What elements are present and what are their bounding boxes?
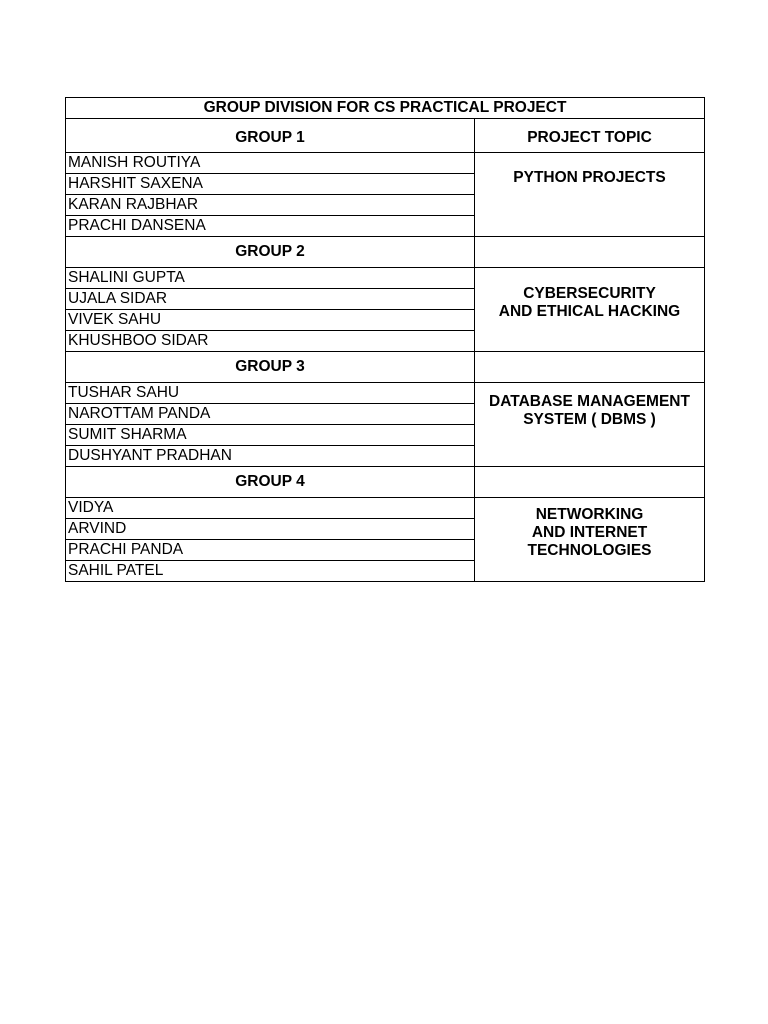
member-name: VIVEK SAHU: [66, 310, 475, 331]
member-name: PRACHI PANDA: [66, 540, 475, 561]
group-3-topic: [475, 383, 705, 467]
topic-line: CYBERSECURITY: [523, 284, 656, 302]
table-title: GROUP DIVISION FOR CS PRACTICAL PROJECT: [66, 98, 705, 119]
member-name: KHUSHBOO SIDAR: [66, 331, 475, 352]
topic-line: AND INTERNET: [531, 523, 648, 541]
group-2-header-row: [66, 237, 705, 268]
member-name: TUSHAR SAHU: [66, 383, 475, 404]
member-name: SUMIT SHARMA: [66, 425, 475, 446]
member-name: VIDYA: [66, 498, 475, 519]
project-topic-header: PROJECT TOPIC: [475, 119, 705, 153]
group-2-label: GROUP 2: [66, 237, 475, 268]
topic-line: NETWORKING: [535, 505, 644, 523]
member-name: UJALA SIDAR: [66, 289, 475, 310]
group-division-table: [65, 97, 705, 582]
member-name: DUSHYANT PRADHAN: [66, 446, 475, 467]
group-3-label: GROUP 3: [66, 352, 475, 383]
member-name: HARSHIT SAXENA: [66, 174, 475, 195]
group-1-label: GROUP 1: [66, 119, 475, 153]
member-name: ARVIND: [66, 519, 475, 540]
group-4-label: GROUP 4: [66, 467, 475, 498]
topic-line: SYSTEM ( DBMS ): [523, 410, 656, 428]
table-row: [66, 383, 705, 404]
table-row: [66, 268, 705, 289]
table-row: [66, 153, 705, 174]
empty-cell: [475, 467, 705, 498]
group-1-topic: [475, 153, 705, 237]
group-4-header-row: [66, 467, 705, 498]
member-name: SHALINI GUPTA: [66, 268, 475, 289]
member-name: MANISH ROUTIYA: [66, 153, 475, 174]
title-row: [66, 98, 705, 119]
member-name: NAROTTAM PANDA: [66, 404, 475, 425]
topic-line: DATABASE MANAGEMENT: [489, 392, 690, 410]
member-name: SAHIL PATEL: [66, 561, 475, 582]
group-1-header-row: [66, 119, 705, 153]
empty-cell: [475, 237, 705, 268]
member-name: PRACHI DANSENA: [66, 216, 475, 237]
topic-line: TECHNOLOGIES: [527, 541, 652, 559]
group-2-topic: [475, 268, 705, 352]
topic-line: PYTHON PROJECTS: [513, 168, 666, 186]
topic-line: AND ETHICAL HACKING: [498, 302, 681, 320]
empty-cell: [475, 352, 705, 383]
group-4-topic: [475, 498, 705, 582]
group-3-header-row: [66, 352, 705, 383]
table-row: [66, 498, 705, 519]
member-name: KARAN RAJBHAR: [66, 195, 475, 216]
